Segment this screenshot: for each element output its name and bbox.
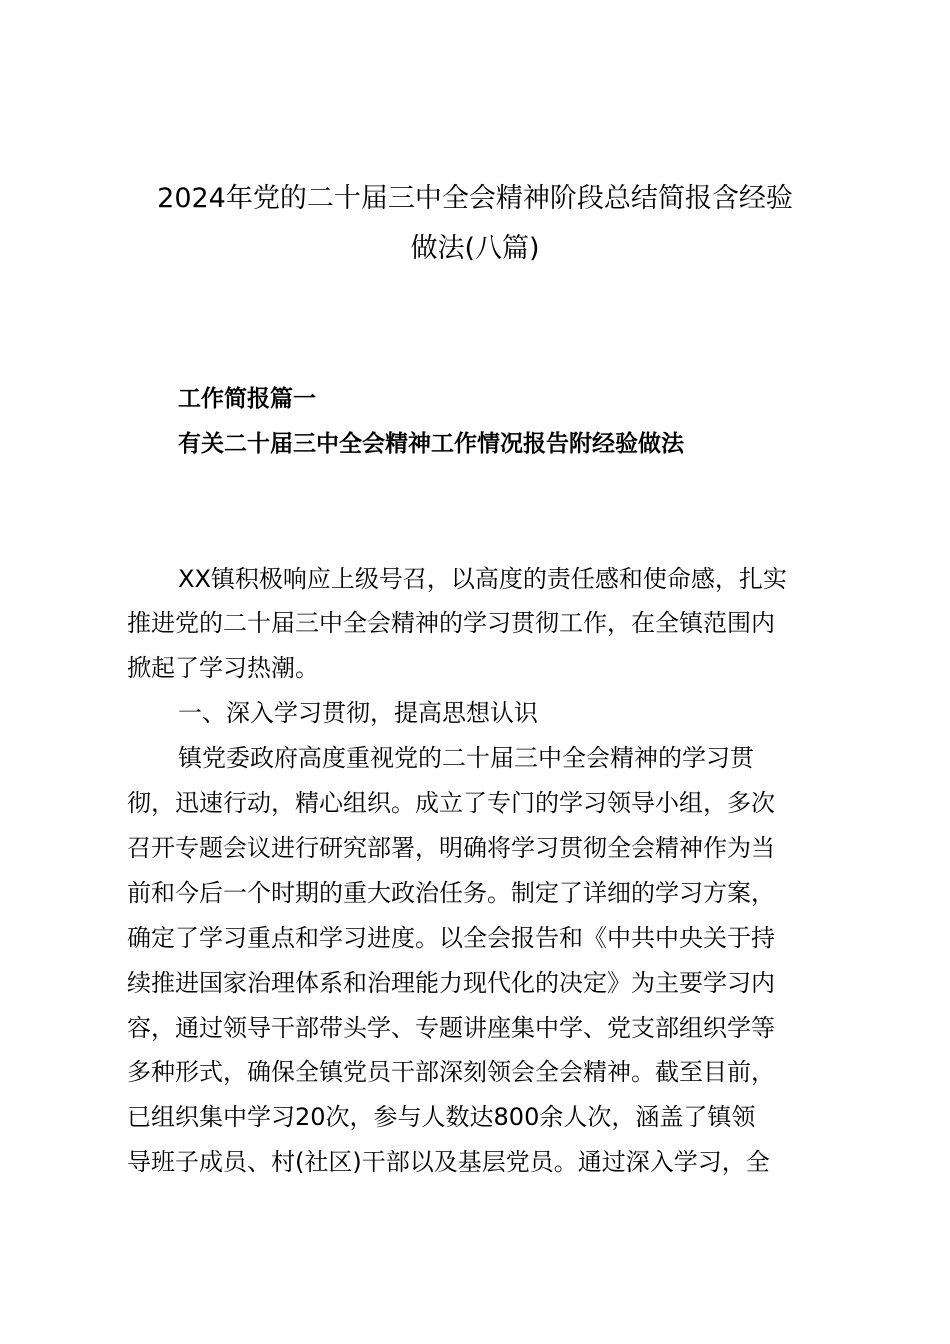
- section-subheading: 有关二十届三中全会精神工作情况报告附经验做法: [178, 431, 684, 457]
- body-line: 前和今后一个时期的重大政治任务。制定了详细的学习方案，: [127, 879, 775, 907]
- body-line: 推进党的二十届三中全会精神的学习贯彻工作，在全镇范围内: [127, 609, 775, 637]
- body-line: 彻，迅速行动，精心组织。成立了专门的学习领导小组，多次: [127, 789, 775, 817]
- section-heading: 工作简报篇一: [178, 386, 316, 412]
- body-line: 容，通过领导干部带头学、专题讲座集中学、党支部组织学等: [127, 1014, 775, 1042]
- body-line: 续推进国家治理体系和治理能力现代化的决定》为主要学习内: [127, 969, 775, 997]
- document-title-line-2: 做法(八篇): [410, 233, 540, 264]
- body-line: 召开专题会议进行研究部署，明确将学习贯彻全会精神作为当: [127, 834, 775, 862]
- body-line: XX镇积极响应上级号召，以高度的责任感和使命感，扎实: [178, 565, 787, 593]
- body-line: 镇党委政府高度重视党的二十届三中全会精神的学习贯: [178, 744, 754, 772]
- body-line: 确定了学习重点和学习进度。以全会报告和《中共中央关于持: [127, 924, 775, 952]
- subsection-heading: 一、深入学习贯彻，提高思想认识: [178, 699, 538, 727]
- body-line: 掀起了学习热潮。: [127, 654, 319, 682]
- body-line: 多种形式，确保全镇党员干部深刻领会全会精神。截至目前，: [127, 1058, 775, 1086]
- document-title-line-1: 2024年党的二十届三中全会精神阶段总结简报含经验: [157, 183, 793, 214]
- body-line: 已组织集中学习20次，参与人数达800余人次，涵盖了镇领: [127, 1103, 756, 1131]
- body-line: 导班子成员、村(社区)干部以及基层党员。通过深入学习，全: [127, 1148, 770, 1176]
